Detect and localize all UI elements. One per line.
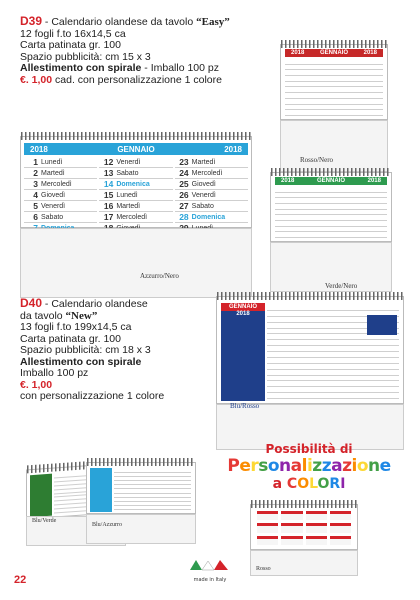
d40-red-caption: Rosso <box>256 566 271 572</box>
d40-name: “New” <box>65 309 98 322</box>
day-number: 15 <box>103 190 114 200</box>
calendar-day-row <box>175 212 248 223</box>
d40-ad-space: Spazio pubblicità: cm 18 x 3 <box>20 344 151 356</box>
calendar-day-row <box>175 157 248 168</box>
d39-price-note: cad. con personalizzazione 1 colore <box>52 73 222 86</box>
made-in-italy-logo <box>188 558 232 583</box>
day-name: Sabato <box>116 169 139 177</box>
day-name: Venerdì <box>116 158 141 166</box>
promo-line-3b: COLORI <box>286 476 346 492</box>
d39-description <box>20 16 280 86</box>
d39-year-right: 2018 <box>224 144 242 154</box>
calendar-day-row <box>24 168 97 179</box>
d39-year-left: 2018 <box>30 144 48 154</box>
d40-description <box>20 298 210 403</box>
day-name: Sabato <box>41 213 64 221</box>
day-name: Martedì <box>191 158 216 166</box>
d40-month: GENNAIO <box>221 303 265 311</box>
day-name: Mercoledì <box>116 213 148 221</box>
calendar-day-row <box>24 201 97 212</box>
day-number: 16 <box>103 201 114 211</box>
d39-binding: Allestimento con spirale <box>20 62 142 74</box>
calendar-day-row <box>99 201 172 212</box>
day-number: 23 <box>179 157 189 167</box>
calendar-day-row <box>24 179 97 190</box>
day-number: 6 <box>33 212 38 222</box>
day-number: 2 <box>33 168 38 178</box>
d40-red-stand <box>250 550 358 576</box>
d40-paper: Carta patinata gr. 100 <box>20 332 121 345</box>
d40-blue-caption: Blu/Azzurro <box>92 522 122 528</box>
calendar-day-row <box>175 168 248 179</box>
d40-green-caption: Blu/Verde <box>32 518 57 524</box>
day-name: Venerdì <box>41 202 66 210</box>
day-number: 14 <box>103 179 114 189</box>
day-number: 26 <box>179 190 189 200</box>
d40-main-caption: Blu/Rosso <box>230 402 260 410</box>
day-name: Lunedì <box>116 191 138 199</box>
d40-title: - Calendario olandese <box>42 298 148 310</box>
calendar-day-row <box>175 179 248 190</box>
d39-price: €. 1,00 <box>20 73 53 86</box>
day-number: 13 <box>103 168 114 178</box>
d39-month: GENNAIO <box>117 144 155 154</box>
d39-packaging: - Imballo 100 pz <box>141 62 219 74</box>
d40-side-panel <box>221 303 265 401</box>
calendar-day-row <box>175 201 248 212</box>
day-name: Mercoledì <box>191 169 223 177</box>
d40-code: D40 <box>20 296 43 310</box>
d40-format: 13 fogli f.to 199x14,5 ca <box>20 321 132 333</box>
d40-price: €. 1,00 <box>20 378 53 391</box>
d40-blue-stand <box>86 514 196 544</box>
day-number: 28 <box>179 212 189 222</box>
d40-binding: Allestimento con spirale <box>20 355 142 368</box>
italy-flag-icon <box>188 558 232 572</box>
d39-calendar-red: 2018 GENNAIO 2018 <box>280 44 388 120</box>
d40-title-2: da tavolo <box>20 309 66 322</box>
calendar-day-row <box>99 157 172 168</box>
d39-blue-stand <box>20 228 252 298</box>
d39-calendar-blue <box>20 136 252 228</box>
promo-line-3a: a <box>272 476 287 492</box>
d39-red-stand <box>280 120 388 172</box>
d40-year: 2018 <box>236 311 250 317</box>
day-name: Lunedì <box>41 158 63 166</box>
day-name: Martedì <box>116 202 141 210</box>
day-name: Domenica <box>116 180 150 188</box>
day-number: 4 <box>33 190 38 200</box>
d40-calendar-red <box>250 504 358 550</box>
calendar-day-row <box>24 212 97 223</box>
d40-price-note: con personalizzazione 1 colore <box>20 390 165 402</box>
promo-line-2: Personalizzazione <box>227 456 391 476</box>
day-name: Giovedì <box>41 191 66 199</box>
calendar-day-row <box>24 190 97 201</box>
calendar-day-row <box>175 190 248 201</box>
d39-ad-space: Spazio pubblicità: cm 15 x 3 <box>20 50 151 63</box>
day-number: 1 <box>33 157 38 167</box>
d39-name: “Easy” <box>196 16 230 28</box>
day-name: Martedì <box>41 169 65 177</box>
day-number: 24 <box>179 168 189 178</box>
made-in-italy-text: made in Italy <box>193 577 227 583</box>
day-number: 3 <box>33 179 38 189</box>
promo-block <box>214 442 404 492</box>
calendar-day-row <box>24 157 97 168</box>
calendar-day-row <box>99 179 172 190</box>
calendar-day-row <box>99 168 172 179</box>
d39-title: - Calendario olandese da tavolo <box>42 16 197 28</box>
promo-line-1: Possibilità di <box>265 442 353 456</box>
calendar-day-row <box>99 190 172 201</box>
calendar-day-row <box>99 212 172 223</box>
d40-calendar-blue <box>86 462 196 514</box>
day-number: 27 <box>179 201 189 211</box>
d40-logo-box <box>367 315 397 335</box>
day-name: Sabato <box>191 202 214 210</box>
day-name: Mercoledì <box>41 180 72 188</box>
day-name: Domenica <box>191 213 226 221</box>
d39-paper: Carta patinata gr. 100 <box>20 39 121 51</box>
day-name: Giovedì <box>191 180 216 188</box>
day-number: 25 <box>179 179 189 189</box>
d39-code: D39 <box>20 14 43 28</box>
day-name: Venerdì <box>191 191 216 199</box>
day-number: 12 <box>103 157 114 167</box>
day-number: 5 <box>33 201 38 211</box>
page-number: 22 <box>14 574 27 586</box>
d39-red-caption: Rosso/Nero <box>300 156 334 164</box>
d40-calendar-main <box>216 296 404 404</box>
d39-format: 12 fogli f.to 16x14,5 ca <box>20 27 126 40</box>
d39-blue-caption: Azzurro/Nero <box>140 272 179 280</box>
d39-calendar-green: 2018 GENNAIO 2018 <box>270 172 392 242</box>
d40-packaging: Imballo 100 pz <box>20 367 89 379</box>
d39-green-caption: Verde/Nero <box>325 282 358 290</box>
day-number: 17 <box>103 212 114 222</box>
